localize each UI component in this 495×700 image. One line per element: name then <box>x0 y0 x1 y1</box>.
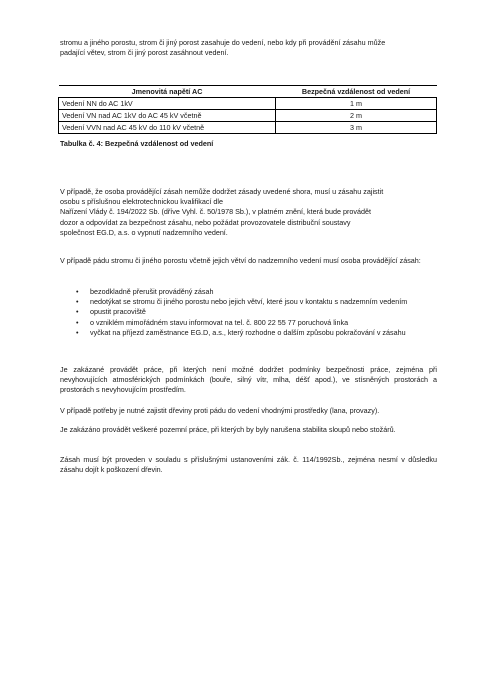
table-cell-voltage: Vedení NN do AC 1kV <box>59 98 276 110</box>
para1-line-2: osobu s příslušnou elektrotechnickou kvalifikací dle <box>60 197 224 207</box>
para1-line-5: společnost EG.D, a.s. o vypnutí nadzemního vedení. <box>60 227 228 237</box>
list-item-text: o vzniklém mimořádném stavu informovat na tel. č. 800 22 55 77 poruchová linka <box>90 317 349 327</box>
list-item <box>76 317 437 328</box>
prohibited-work-paragraph: Je zakázané provádět práce, při kterých není možné dodržet podmínky bezpečnosti práce, zejména při nevyhovujících atmosférických podmínkách (bouře, silný vítr, mlha, déšť apod.), ve stísněných prostorách a prostorách s nevyhovujícím prostředím. <box>60 365 437 395</box>
para1-line-4: dozor a odpovídat za bezpečnost zásahu, nebo požádat provozovatele distribuční soustavy <box>60 217 351 227</box>
table-cell-voltage: Vedení VN nad AC 1kV do AC 45 kV včetně <box>59 110 276 122</box>
list-item <box>76 297 437 307</box>
table-header-distance: Bezpečná vzdálenost od vedení <box>276 86 437 98</box>
para1-line-3: Nařízení Vlády č. 194/2022 Sb. (dříve Vyhl. č. 50/1978 Sb.), v platném znění, která bude provádět <box>60 207 371 217</box>
intro-line-1: stromu a jiného porostu, strom či jiný porost zasahuje do vedení, nebo kdy při provádění zásahu může <box>60 38 386 47</box>
bullet-icon: • <box>76 317 79 327</box>
table-row <box>59 98 437 110</box>
list-item-text: vyčkat na příjezd zaměstnance EG.D, a.s., který rozhodne o dalším způsobu pokračování v zásahu <box>90 327 406 337</box>
table-row <box>59 122 437 134</box>
list-item-text: nedotýkat se stromu či jiného porostu nebo jejich větví, které jsou v kontaktu s nadzemním vedením <box>90 297 408 307</box>
intro-paragraph <box>60 38 437 58</box>
para1-line-1: V případě, že osoba provádějící zásah nemůže dodržet zásady uvedené shora, musí u zásahu zajistit <box>60 187 384 196</box>
table-header-voltage: Jmenovitá napětí AC <box>59 86 276 98</box>
list-item <box>76 307 437 317</box>
bullet-icon: • <box>76 327 79 337</box>
list-item-text: bezodkladně přerušit prováděný zásah <box>90 287 214 296</box>
list-item <box>76 287 437 297</box>
intro-line-2: padající větev, strom či jiný porost zasáhnout vedení. <box>60 48 229 58</box>
secure-trees-paragraph: V případě potřeby je nutné zajistit dřeviny proti pádu do vedení vhodnými prostředky (lana, provazy). <box>60 406 380 415</box>
table-cell-distance: 2 m <box>276 110 437 122</box>
table-row <box>59 110 437 122</box>
safety-distance-table <box>58 85 437 134</box>
table-caption: Tabulka č. 4: Bezpečná vzdálenost od vedení <box>60 139 214 148</box>
list-item-text: opustit pracoviště <box>90 307 146 317</box>
bullet-icon: • <box>76 287 79 296</box>
table-cell-distance: 1 m <box>276 98 437 110</box>
qualified-person-paragraph <box>60 187 437 238</box>
ground-works-paragraph: Je zakázáno provádět veškeré pozemní práce, při kterých by byly narušena stabilita sloupů nebo stožárů. <box>60 425 396 434</box>
list-item <box>76 327 437 338</box>
table-cell-distance: 3 m <box>276 122 437 134</box>
table-cell-voltage: Vedení VVN nad AC 45 kV do 110 kV včetně <box>59 122 276 134</box>
required-actions-list <box>60 287 437 338</box>
bullet-icon: • <box>76 297 79 307</box>
table-header-row <box>59 86 437 98</box>
tree-fall-paragraph: V případě pádu stromu či jiného porostu včetně jejich větví do nadzemního vedení musí osoba provádějící zásah: <box>60 256 421 265</box>
bullet-icon: • <box>76 307 79 317</box>
legal-compliance-paragraph: Zásah musí být proveden v souladu s příslušnými ustanoveními zák. č. 114/1992Sb., zejména nesmí v důsledku zásahu dojít k poškození dřevin. <box>60 455 437 475</box>
